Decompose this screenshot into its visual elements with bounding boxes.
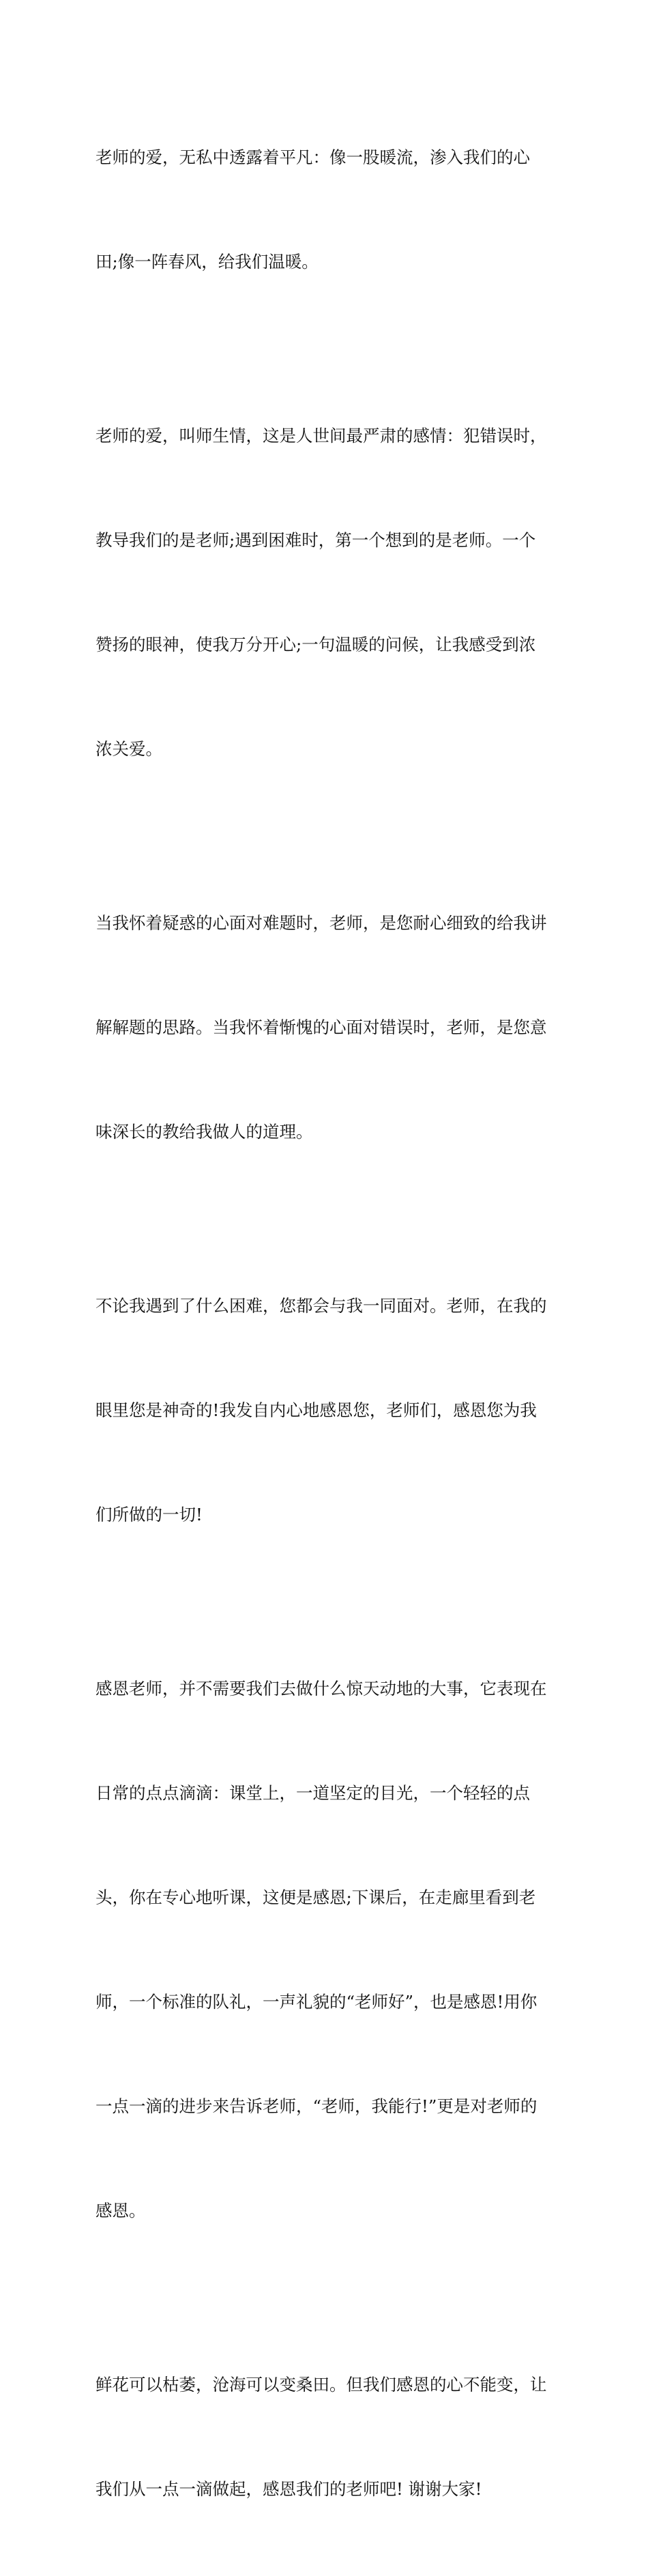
text-line: 师，一个标准的队礼，一声礼貌的“老师好”，也是感恩!用你 [95,1992,537,2012]
paragraph-6 [95,2298,554,2576]
text-line: 浓关爱。 [95,739,162,759]
text-line: 感恩。 [95,2201,146,2220]
text-line: 一点一滴的进步来告诉老师，“老师，我能行!”更是对老师的 [95,2096,537,2116]
text-line: 教导我们的是老师;遇到困难时，第一个想到的是老师。一个 [95,530,536,550]
text-line: 感恩老师，并不需要我们去做什么惊天动地的大事，它表现在 [95,1679,547,1698]
paragraph-1 [95,70,554,349]
paragraph-4 [95,1219,554,1602]
text-line: 日常的点点滴滴：课堂上，一道坚定的目光，一个轻轻的点 [95,1783,530,1803]
text-line: 田;像一阵春风，给我们温暖。 [95,252,319,272]
text-line: 赞扬的眼神，使我万分开心;一句温暖的问候，让我感受到浓 [95,635,536,654]
document-body [95,70,554,2576]
text-line: 老师的爱，叫师生情，这是人世间最严肃的感情：犯错误时， [95,426,547,446]
text-line: 味深长的教给我做人的道理。 [95,1122,313,1142]
text-line: 们所做的一切! [95,1505,203,1524]
text-line: 鲜花可以枯萎，沧海可以变桑田。但我们感恩的心不能变，让 [95,2375,547,2394]
text-line: 老师的爱，无私中透露着平凡：像一股暖流，渗入我们的心 [95,147,530,167]
text-line: 不论我遇到了什么困难，您都会与我一同面对。老师，在我的 [95,1296,547,1316]
text-line: 解解题的思路。当我怀着惭愧的心面对错误时，老师，是您意 [95,1017,547,1037]
text-line: 当我怀着疑惑的心面对难题时，老师，是您耐心细致的给我讲 [95,913,547,933]
paragraph-5 [95,1602,554,2298]
text-line: 眼里您是神奇的!我发自内心地感恩您，老师们，感恩您为我 [95,1400,537,1420]
paragraph-2 [95,349,554,836]
text-line: 我们从一点一滴做起，感恩我们的老师吧! 谢谢大家! [95,2479,482,2499]
paragraph-3 [95,836,554,1219]
text-line: 头，你在专心地听课，这便是感恩;下课后，在走廊里看到老 [95,1887,536,1907]
